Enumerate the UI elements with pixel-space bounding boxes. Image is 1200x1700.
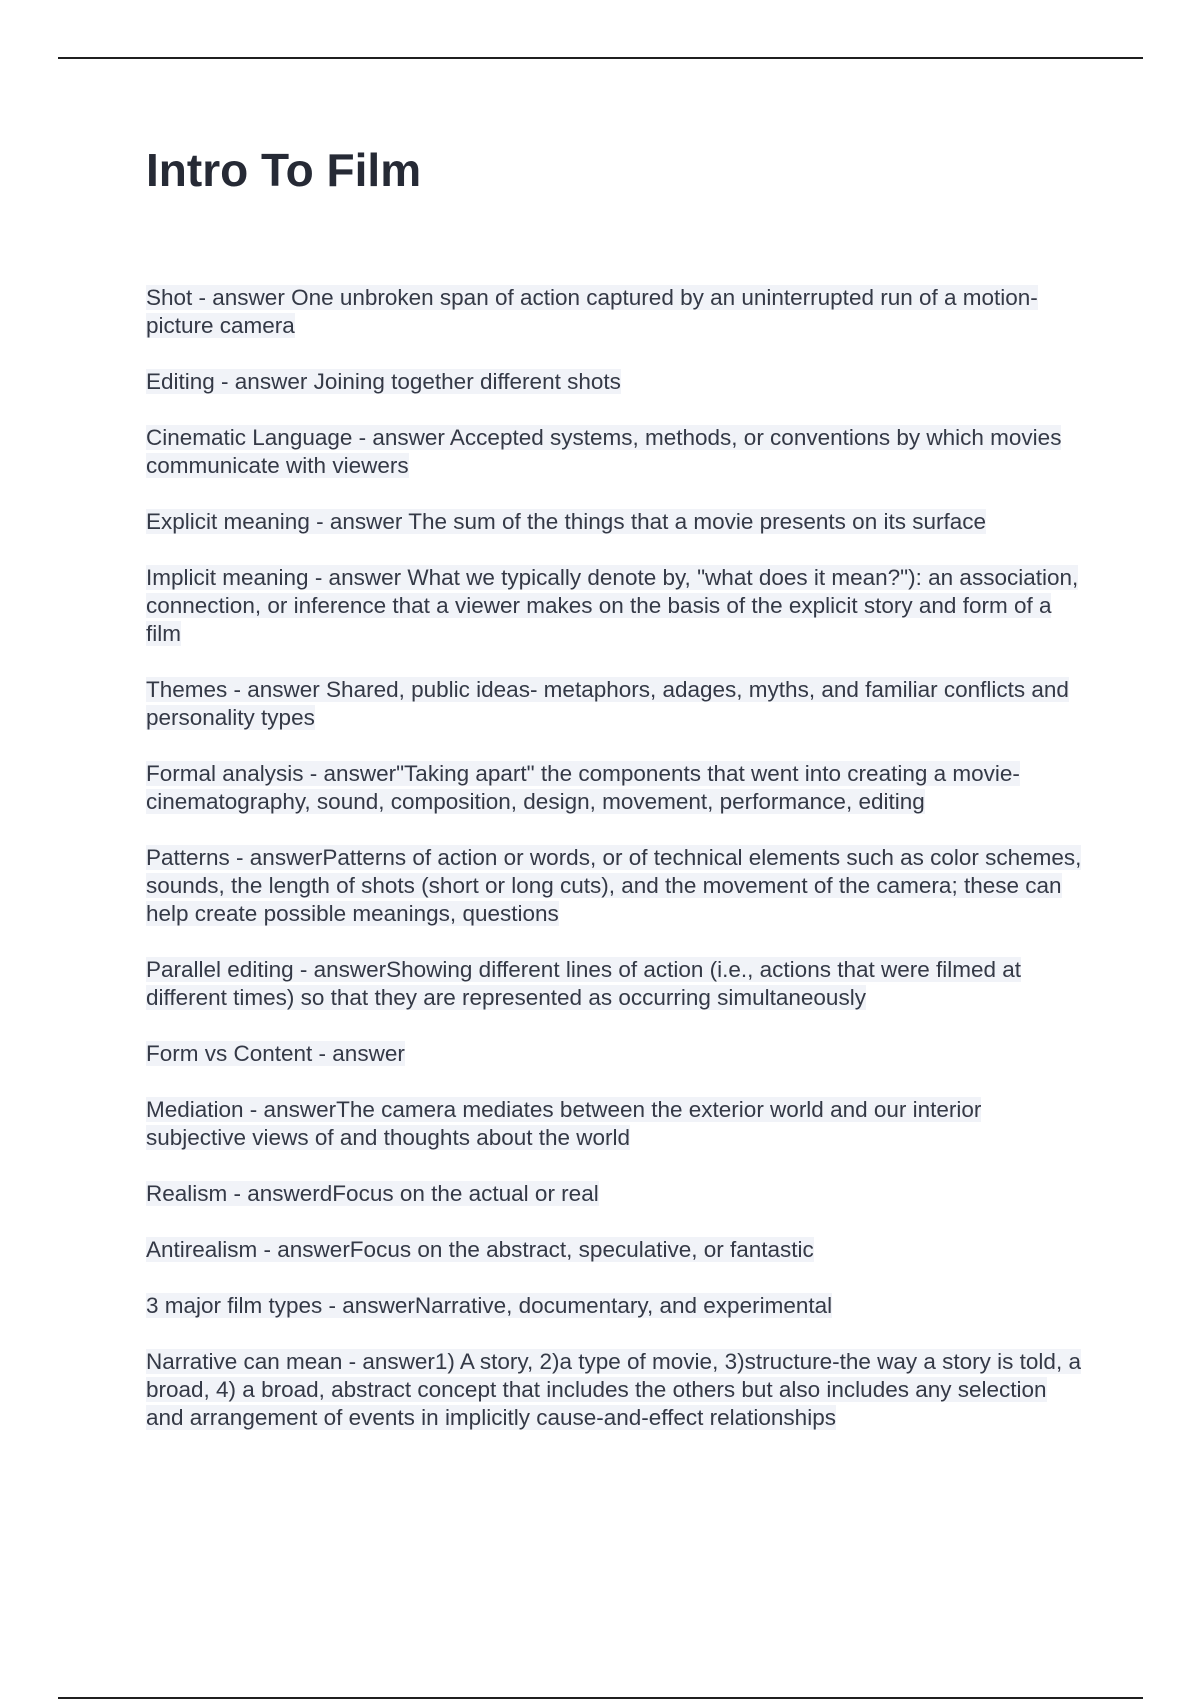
list-item (146, 284, 1086, 340)
entry-text: Antirealism - answerFocus on the abstract, speculative, or fantastic (146, 1237, 814, 1262)
list-item (146, 1096, 1086, 1152)
page-title: Intro To Film (146, 144, 422, 196)
entry-text: Realism - answerdFocus on the actual or real (146, 1181, 599, 1206)
list-item (146, 1040, 1086, 1068)
list-item (146, 844, 1086, 928)
bottom-divider (58, 1697, 1143, 1699)
list-item (146, 1348, 1086, 1432)
entry-text: Parallel editing - answerShowing different lines of action (i.e., actions that were filmed at different times) so that they are represented as occurring simultaneously (146, 957, 1022, 1010)
list-item (146, 676, 1086, 732)
entry-text: Shot - answer One unbroken span of action captured by an uninterrupted run of a motion-picture camera (146, 285, 1038, 338)
entry-text: 3 major film types - answerNarrative, documentary, and experimental (146, 1293, 833, 1318)
entry-text: Narrative can mean - answer1) A story, 2)a type of movie, 3)structure-the way a story is told, a broad, 4) a broad, abstract concept that includes the others but also includes any selection and arrangement of events in implicitly cause-and-effect relationships (146, 1349, 1081, 1430)
entry-text: Implicit meaning - answer What we typically denote by, "what does it mean?"): an association, connection, or inference that a viewer makes on the basis of the explicit story and form of a film (146, 565, 1079, 646)
list-item (146, 956, 1086, 1012)
entry-text: Editing - answer Joining together different shots (146, 369, 621, 394)
list-item (146, 424, 1086, 480)
list-item (146, 760, 1086, 816)
flashcard-list (146, 284, 1086, 1460)
top-divider (58, 57, 1143, 59)
entry-text: Formal analysis - answer"Taking apart" the components that went into creating a movie- cinematography, sound, composition, design, movement, performance, editing (146, 761, 1020, 814)
entry-text: Form vs Content - answer (146, 1041, 405, 1066)
entry-text: Mediation - answerThe camera mediates between the exterior world and our interior subjective views of and thoughts about the world (146, 1097, 982, 1150)
list-item (146, 1180, 1086, 1208)
entry-text: Explicit meaning - answer The sum of the things that a movie presents on its surface (146, 509, 986, 534)
entry-text: Cinematic Language - answer Accepted systems, methods, or conventions by which movies communicate with viewers (146, 425, 1062, 478)
entry-text: Patterns - answerPatterns of action or words, or of technical elements such as color schemes, sounds, the length of shots (short or long cuts), and the movement of the camera; these can help create possible meanings, questions (146, 845, 1082, 926)
list-item (146, 368, 1086, 396)
list-item (146, 508, 1086, 536)
list-item (146, 1236, 1086, 1264)
list-item (146, 1292, 1086, 1320)
list-item (146, 564, 1086, 648)
entry-text: Themes - answer Shared, public ideas- metaphors, adages, myths, and familiar conflicts and personality types (146, 677, 1069, 730)
